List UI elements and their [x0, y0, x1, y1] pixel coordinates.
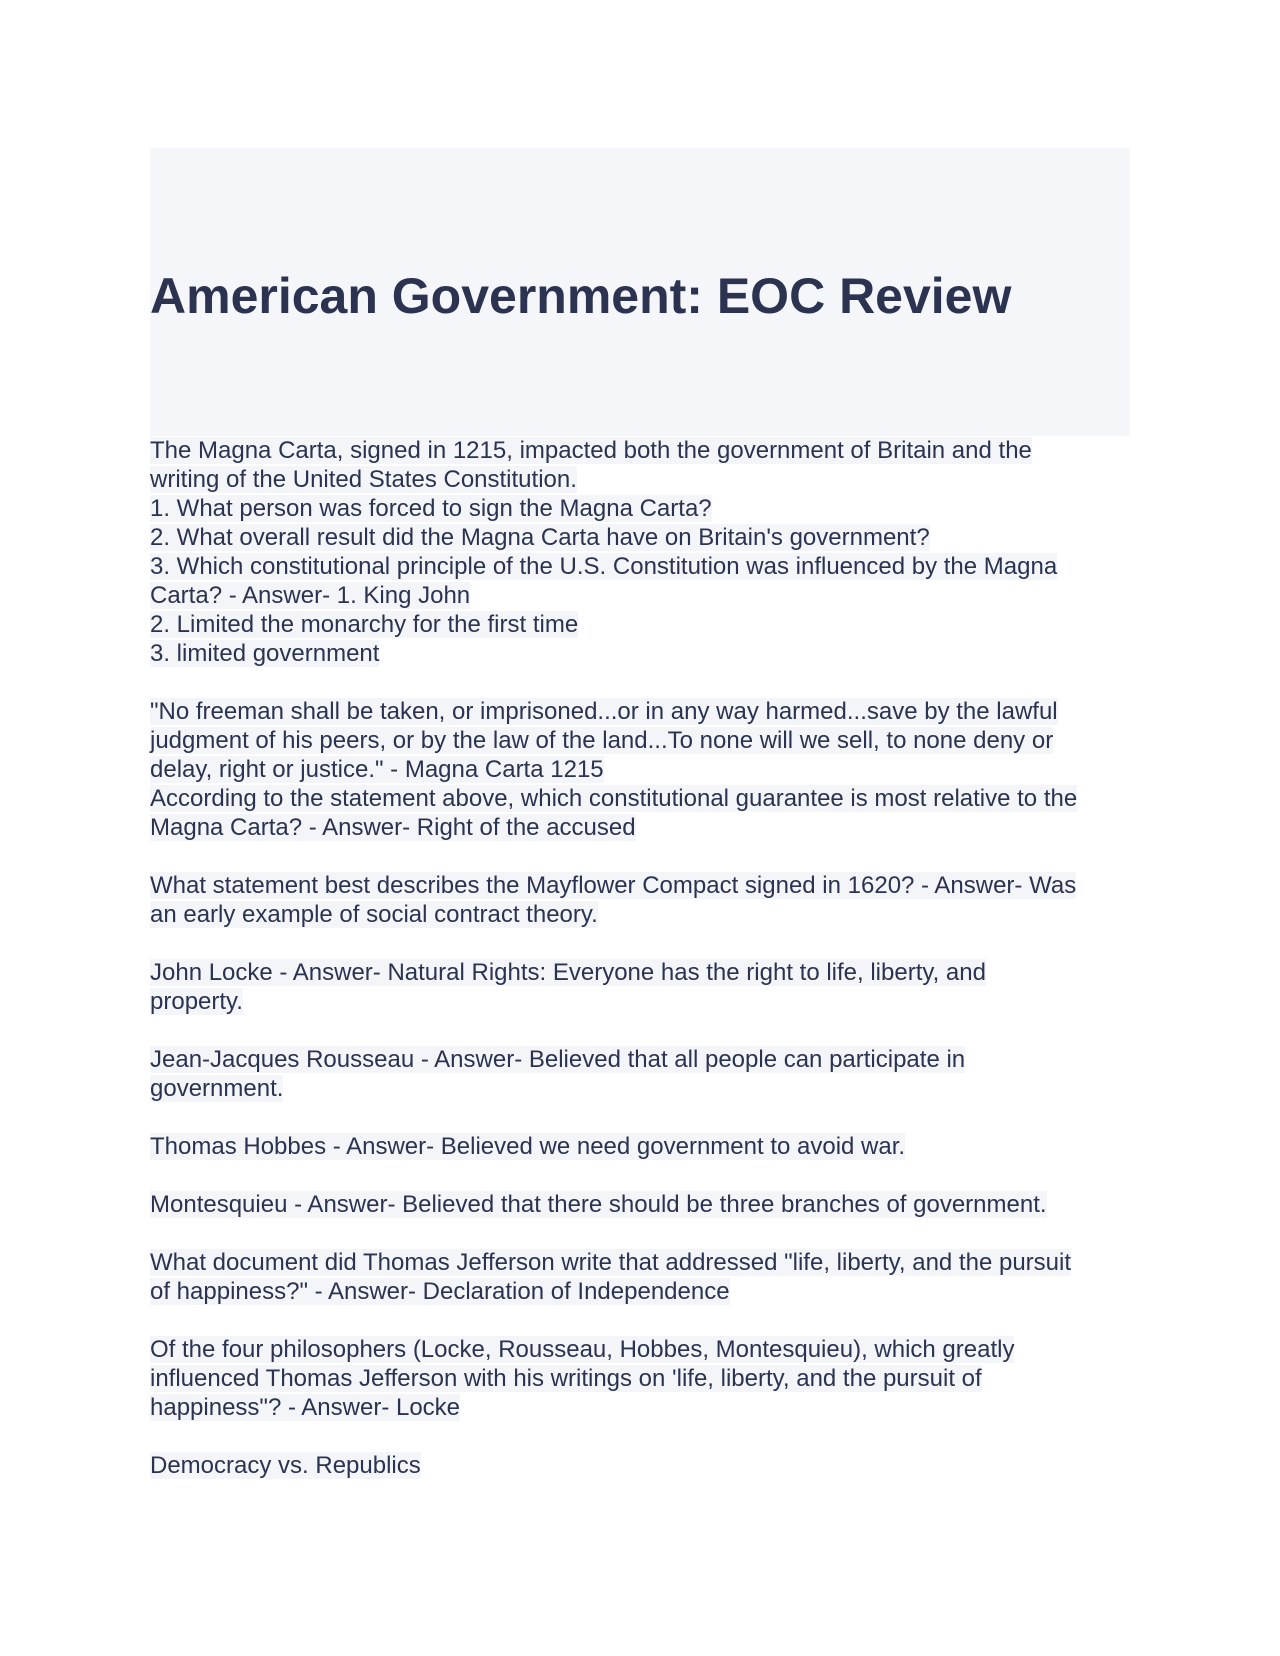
text-line: Montesquieu - Answer- Believed that there should be three branches of government. [150, 1191, 1047, 1218]
text-line: According to the statement above, which constitutional guarantee is most relative to the [150, 785, 1078, 812]
text-line: an early example of social contract theory. [150, 901, 598, 928]
text-line: 1. What person was forced to sign the Magna Carta? [150, 495, 712, 522]
text-line: property. [150, 988, 243, 1015]
document-title: American Government: EOC Review [150, 268, 1012, 324]
paragraph [150, 871, 1130, 929]
text-line: influenced Thomas Jefferson with his writings on 'life, liberty, and the pursuit of [150, 1365, 982, 1392]
text-line: writing of the United States Constitution. [150, 466, 577, 493]
paragraph [150, 1451, 1130, 1480]
paragraph [150, 1045, 1130, 1103]
paragraph [150, 1132, 1130, 1161]
text-line: of happiness?" - Answer- Declaration of Independence [150, 1278, 730, 1305]
text-line: 3. limited government [150, 640, 380, 667]
paragraph [150, 1248, 1130, 1306]
text-line: "No freeman shall be taken, or imprisoned...or in any way harmed...save by the lawful [150, 698, 1058, 725]
text-line: happiness"? - Answer- Locke [150, 1394, 461, 1421]
text-line: Thomas Hobbes - Answer- Believed we need government to avoid war. [150, 1133, 906, 1160]
text-line: What statement best describes the Mayflower Compact signed in 1620? - Answer- Was [150, 872, 1077, 899]
paragraph [150, 1335, 1130, 1422]
text-line: 2. Limited the monarchy for the first time [150, 611, 579, 638]
text-line: delay, right or justice." - Magna Carta 1215 [150, 756, 604, 783]
paragraph [150, 697, 1130, 842]
text-line: government. [150, 1075, 284, 1102]
text-line: Magna Carta? - Answer- Right of the accused [150, 814, 636, 841]
text-line: What document did Thomas Jefferson write that addressed "life, liberty, and the pursuit [150, 1249, 1071, 1276]
text-line: 2. What overall result did the Magna Carta have on Britain's government? [150, 524, 930, 551]
text-line: 3. Which constitutional principle of the U.S. Constitution was influenced by the Magna [150, 553, 1058, 580]
document-body [150, 436, 1130, 1509]
text-line: John Locke - Answer- Natural Rights: Everyone has the right to life, liberty, and [150, 959, 986, 986]
paragraph [150, 1190, 1130, 1219]
text-line: The Magna Carta, signed in 1215, impacted both the government of Britain and the [150, 437, 1032, 464]
paragraph [150, 436, 1130, 668]
text-line: Jean-Jacques Rousseau - Answer- Believed that all people can participate in [150, 1046, 966, 1073]
title-block [150, 148, 1130, 436]
text-line: Carta? - Answer- 1. King John [150, 582, 471, 609]
paragraph [150, 958, 1130, 1016]
text-line: Democracy vs. Republics [150, 1452, 421, 1479]
text-line: judgment of his peers, or by the law of the land...To none will we sell, to none deny or [150, 727, 1054, 754]
text-line: Of the four philosophers (Locke, Rousseau, Hobbes, Montesquieu), which greatly [150, 1336, 1015, 1363]
